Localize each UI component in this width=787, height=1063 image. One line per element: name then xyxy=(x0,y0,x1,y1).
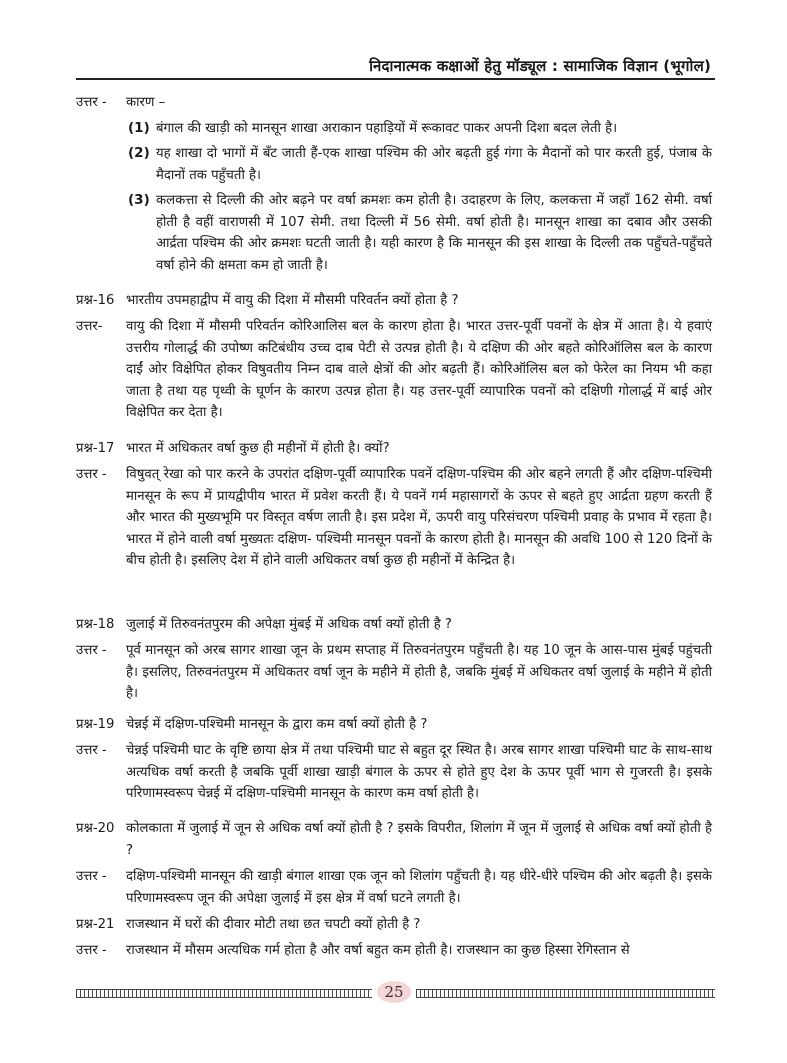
question-label: प्रश्न-17 xyxy=(76,441,115,456)
answer-label: उत्तर - xyxy=(76,95,107,110)
answer-label: उत्तर - xyxy=(76,643,107,658)
question-text: चेन्नई में दक्षिण-पश्चिमी मानसून के द्वारा कम वर्षा क्यों होती है ? xyxy=(126,717,428,732)
point-text: बंगाल की खाड़ी को मानसून शाखा अराकान पहाड़ियों में रूकावट पाकर अपनी दिशा बदल लेती है। xyxy=(156,121,618,136)
answer-label: उत्तर - xyxy=(76,743,107,758)
answer-text: पूर्व मानसून को अरब सागर शाखा जून के प्रथम सप्ताह में तिरुवनंतपुरम पहुँचती है। यह 10 जून के आस-पास मुंबई पहुंचती है। इसलिए, तिरुवनंतपुरम में अधिकतर वर्षा जून के महीने में होती है, जबकि मुंबई में अधिकतर वर्षा जुलाई के महीने में होती है। xyxy=(126,643,712,701)
question-label: प्रश्न-16 xyxy=(76,293,115,308)
question-text: राजस्थान में घरों की दीवार मोटी तथा छत चपटी क्यों होती है ? xyxy=(126,917,421,932)
answer-label: उत्तर - xyxy=(76,943,107,958)
page-footer xyxy=(76,981,715,1003)
question-label: प्रश्न-20 xyxy=(76,821,115,836)
question-text: कोलकाता में जुलाई में जून से अधिक वर्षा क्यों होती है ? इसके विपरीत, शिलांग में जून में जुलाई से अधिक वर्षा क्यों होती है ? xyxy=(126,821,712,858)
question-text: भारत में अधिकतर वर्षा कुछ ही महीनों में होती है। क्यों? xyxy=(126,441,390,456)
answer-text: विषुवत् रेखा को पार करने के उपरांत दक्षिण-पूर्वी व्यापारिक पवनें दक्षिण-पश्चिम की ओर बहने लगती हैं और दक्षिण-पश्चिमी मानसून के रूप में प्रायद्वीपीय भारत में प्रवेश करती हैं। ये पवनें गर्म महासागरों के ऊपर से बहते हुए आर्द्रता ग्रहण करती हैं और भारत की मुख्यभूमि पर विस्तृत वर्षण लाती है। इस प्रदेश में, ऊपरी वायु परिसंचरण पश्चिमी प्रवाह के प्रभाव में रहता है। भारत में होने वाली वर्षा मुख्यतः दक्षिण- पश्चिमी मानसून पवनों के कारण होती है। मानसून की अवधि 100 से 120 दिनों के बीच होती है। इसलिए देश में होने वाली अधिकतर वर्षा कुछ ही महीनों में केन्द्रित है। xyxy=(126,467,712,568)
answer-text: राजस्थान में मौसम अत्यधिक गर्म होता है और वर्षा बहुत कम होती है। राजस्थान का कुछ हिस्सा रेगिस्तान से xyxy=(126,943,630,958)
answer-text: दक्षिण-पश्चिमी मानसून की खाड़ी बंगाल शाखा एक जून को शिलांग पहुँचती है। यह धीरे-धीरे पश्चिम की ओर बढ़ती है। इसके परिणामस्वरूप जून की अपेक्षा जुलाई में इस क्षेत्र में वर्षा घटने लगती है। xyxy=(126,869,712,906)
question-label: प्रश्न-18 xyxy=(76,617,115,632)
point-text: कलकत्ता से दिल्ली की ओर बढ़ने पर वर्षा क्रमशः कम होती है। उदाहरण के लिए, कलकत्ता में जहाँ 162 सेमी. वर्षा होती है वहीं वाराणसी में 107 सेमी. तथा दिल्ली में 56 सेमी. वर्षा होती है। मानसून शाखा का दबाव और उसकी आर्द्रता पश्चिम की ओर क्रमशः घटती जाती है। यही कारण है कि मानसून की इस शाखा के दिल्ली तक पहुँचते-पहुँचते वर्षा होने की क्षमता कम हो जाती है। xyxy=(156,193,712,273)
point-number: (2) xyxy=(128,145,150,161)
ornamental-border-right xyxy=(416,989,715,998)
answer-heading: कारण – xyxy=(126,95,166,110)
question-text: जुलाई में तिरुवनंतपुरम की अपेक्षा मुंबई में अधिक वर्षा क्यों होती है ? xyxy=(126,617,452,632)
point-number: (3) xyxy=(128,192,150,208)
question-label: प्रश्न-21 xyxy=(76,917,115,932)
point-text: यह शाखा दो भागों में बँट जाती हैं-एक शाखा पश्चिम की ओर बढ़ती हुई गंगा के मैदानों को पार करती हुई, पंजाब के मैदानों तक पहुँचती है। xyxy=(156,146,712,183)
answer-label: उत्तर - xyxy=(76,869,107,884)
page-header xyxy=(76,54,715,80)
answer-text: वायु की दिशा में मौसमी परिवर्तन कोरिआलिस बल के कारण होता है। भारत उत्तर-पूर्वी पवनों के क्षेत्र में आता है। ये हवाएं उत्तरीय गोलार्द्ध की उपोष्ण कटिबंधीय उच्च दाब पेटी से उत्पन्न होती है। ये दक्षिण की ओर बहते कोरिऑलिस बल के कारण दाईं ओर विक्षेपित होकर विषुवतीय निम्न दाब वाले क्षेत्रों की ओर बढ़ती हैं। कोरिऑलिस बल को फेरेल का नियम भी कहा जाता है तथा यह पृथ्वी के घूर्णन के कारण उत्पन्न होता है। यह उत्तर-पूर्वी व्यापारिक पवनों को दक्षिणी गोलार्द्ध में बाई ओर विक्षेपित कर देता है। xyxy=(126,319,712,420)
page-header-title: निदानात्मक कक्षाओं हेतु मॉड्यूल : सामाजिक विज्ञान (भूगोल) xyxy=(369,57,711,75)
question-text: भारतीय उपमहाद्वीप में वायु की दिशा में मौसमी परिवर्तन क्यों होता है ? xyxy=(126,293,459,308)
answer-label: उत्तर - xyxy=(76,467,107,482)
answer-text: चेन्नई पश्चिमी घाट के वृष्टि छाया क्षेत्र में तथा पश्चिमी घाट से बहुत दूर स्थित है। अरब सागर शाखा पश्चिमी घाट के साथ-साथ अत्यधिक वर्षा करती है जबकि पूर्वी शाखा खाड़ी बंगाल के ऊपर से होते हुए देश के ऊपर पूर्वी भाग से गुजरती है। इसके परिणामस्वरूप चेन्नई में दक्षिण-पश्चिमी मानसून के कारण कम वर्षा होती है। xyxy=(126,743,712,801)
question-label: प्रश्न-19 xyxy=(76,717,115,732)
point-number: (1) xyxy=(128,120,150,136)
answer-label: उत्तर- xyxy=(76,319,103,334)
page-number: 25 xyxy=(377,981,411,1003)
ornamental-border-left xyxy=(76,989,372,998)
